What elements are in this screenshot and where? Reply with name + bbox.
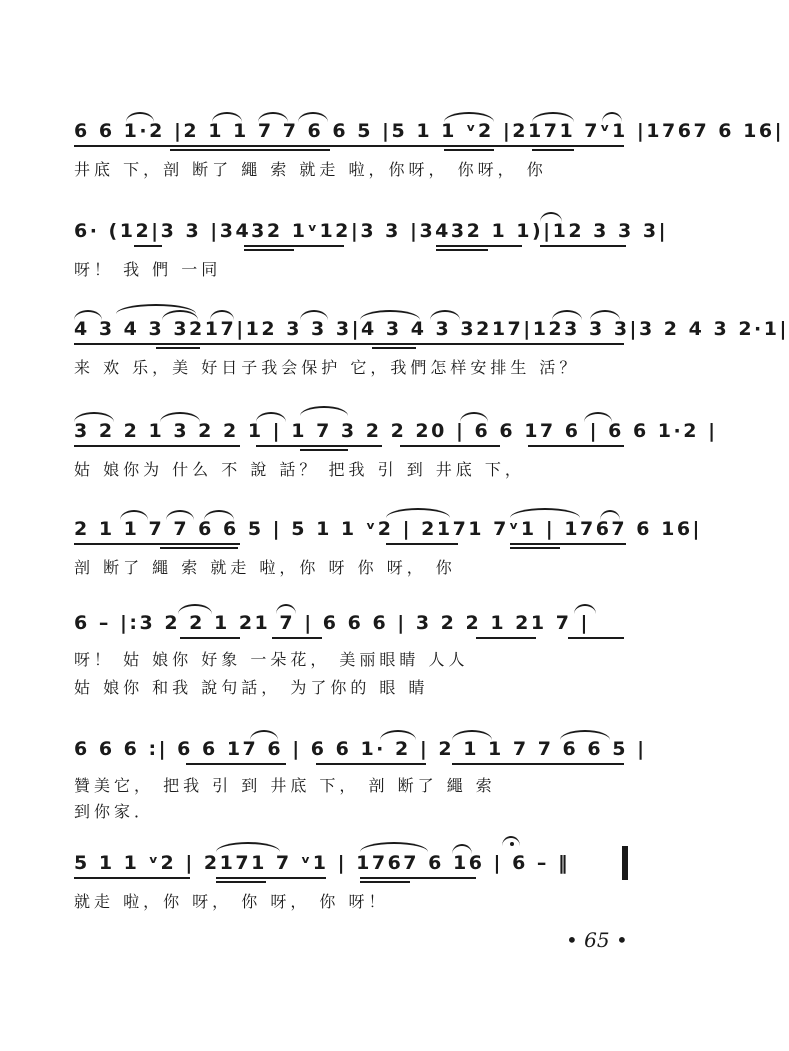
slur: [216, 842, 280, 852]
beam-underline: [528, 445, 624, 447]
lyric-line: 剖 断了 繩 索 就走 啦，你 呀 你 呀， 你: [74, 558, 456, 577]
beam-underline: [256, 445, 382, 447]
lyric-line: 呀！ 我 們 一同: [74, 260, 222, 279]
slur: [510, 508, 580, 518]
beam-underline: [244, 249, 294, 251]
notation-line: 3 2 2 1 3 2 2 1 | 1 7 3 2 2 20 | 6 6 17 6 | 6 6 1·2 |: [74, 420, 718, 442]
notation-line: 6 6 6 :| 6 6 17 6 | 6 6 1· 2 | 2 1 1 7 7 6 6 5 |: [74, 738, 647, 760]
beam-underline: [532, 149, 574, 151]
beam-underline: [510, 543, 626, 545]
lyric-line: 贊美它， 把我 引 到 井底 下， 剖 断了 繩 索: [74, 776, 496, 795]
beam-underline: [510, 547, 560, 549]
slur: [360, 842, 428, 852]
beam-underline: [436, 245, 522, 247]
lyric-line: 呀！ 姑 娘你 好象 一朵花， 美丽眼睛 人人: [74, 650, 469, 669]
lyric-line: 到你家．: [74, 802, 155, 821]
lyric-line: 来 欢 乐，美 好日子我会保护 它，我們怎样安排生 活？: [74, 358, 580, 377]
slur: [386, 508, 450, 518]
beam-underline: [74, 877, 190, 879]
beam-underline: [452, 763, 624, 765]
final-barline: [622, 846, 628, 880]
beam-underline: [160, 547, 238, 549]
beam-underline: [134, 245, 162, 247]
beam-underline: [156, 347, 200, 349]
notation-line: 6 – |:3 2 2 1 21 7 | 6 6 6 | 3 2 2 1 21 7 |: [74, 612, 590, 634]
beam-underline: [360, 877, 476, 879]
beam-underline: [300, 449, 348, 451]
beam-underline: [568, 637, 624, 639]
notation-line: 2 1 1 7 7 6 6 5 | 5 1 1 ᵛ2 | 2171 7ᵛ1 | 1767 6 16|: [74, 518, 702, 540]
beam-underline: [170, 149, 330, 151]
beam-underline: [186, 763, 286, 765]
beam-underline: [272, 637, 322, 639]
lyric-line: 姑 娘你为 什么 不 說 話？ 把我 引 到 井底 下，: [74, 460, 525, 479]
beam-underline: [74, 145, 624, 147]
lyric-line: 就走 啦，你 呀， 你 呀， 你 呀！: [74, 892, 389, 911]
notation-line: 4 3 4 3 3217|12 3 3 3|4 3 4 3 3217|123 3 3|3 2 4 3 2·1|: [74, 318, 789, 340]
beam-underline: [74, 543, 240, 545]
notation-line: 6· (12|3 3 |3432 1ᵛ12|3 3 |3432 1 1)|12 3 3 3|: [74, 220, 669, 242]
beam-underline: [244, 245, 344, 247]
slur: [300, 406, 348, 416]
notation-line: 6 6 1·2 |2 1 1 7 7 6 6 5 |5 1 1 ᵛ2 |2171 7ᵛ1 |1767 6 16|: [74, 120, 785, 142]
beam-underline: [400, 445, 500, 447]
beam-underline: [372, 347, 416, 349]
lyric-line: 井底 下，剖 断了 繩 索 就走 啦，你呀， 你呀， 你: [74, 160, 547, 179]
beam-underline: [216, 881, 266, 883]
beam-underline: [74, 343, 624, 345]
notation-line: 5 1 1 ᵛ2 | 2171 7 ᵛ1 | 1767 6 16 | 6 – ‖: [74, 852, 571, 874]
fermata-icon: [502, 836, 520, 846]
lyric-line: 姑 娘你 和我 說句話， 为了你的 眼 睛: [74, 678, 429, 697]
beam-underline: [360, 881, 410, 883]
beam-underline: [540, 245, 626, 247]
beam-underline: [180, 637, 240, 639]
beam-underline: [386, 543, 458, 545]
beam-underline: [316, 763, 426, 765]
beam-underline: [216, 877, 326, 879]
beam-underline: [444, 149, 494, 151]
beam-underline: [476, 637, 536, 639]
page-number: • 65 •: [566, 928, 628, 952]
beam-underline: [436, 249, 488, 251]
beam-underline: [74, 445, 240, 447]
